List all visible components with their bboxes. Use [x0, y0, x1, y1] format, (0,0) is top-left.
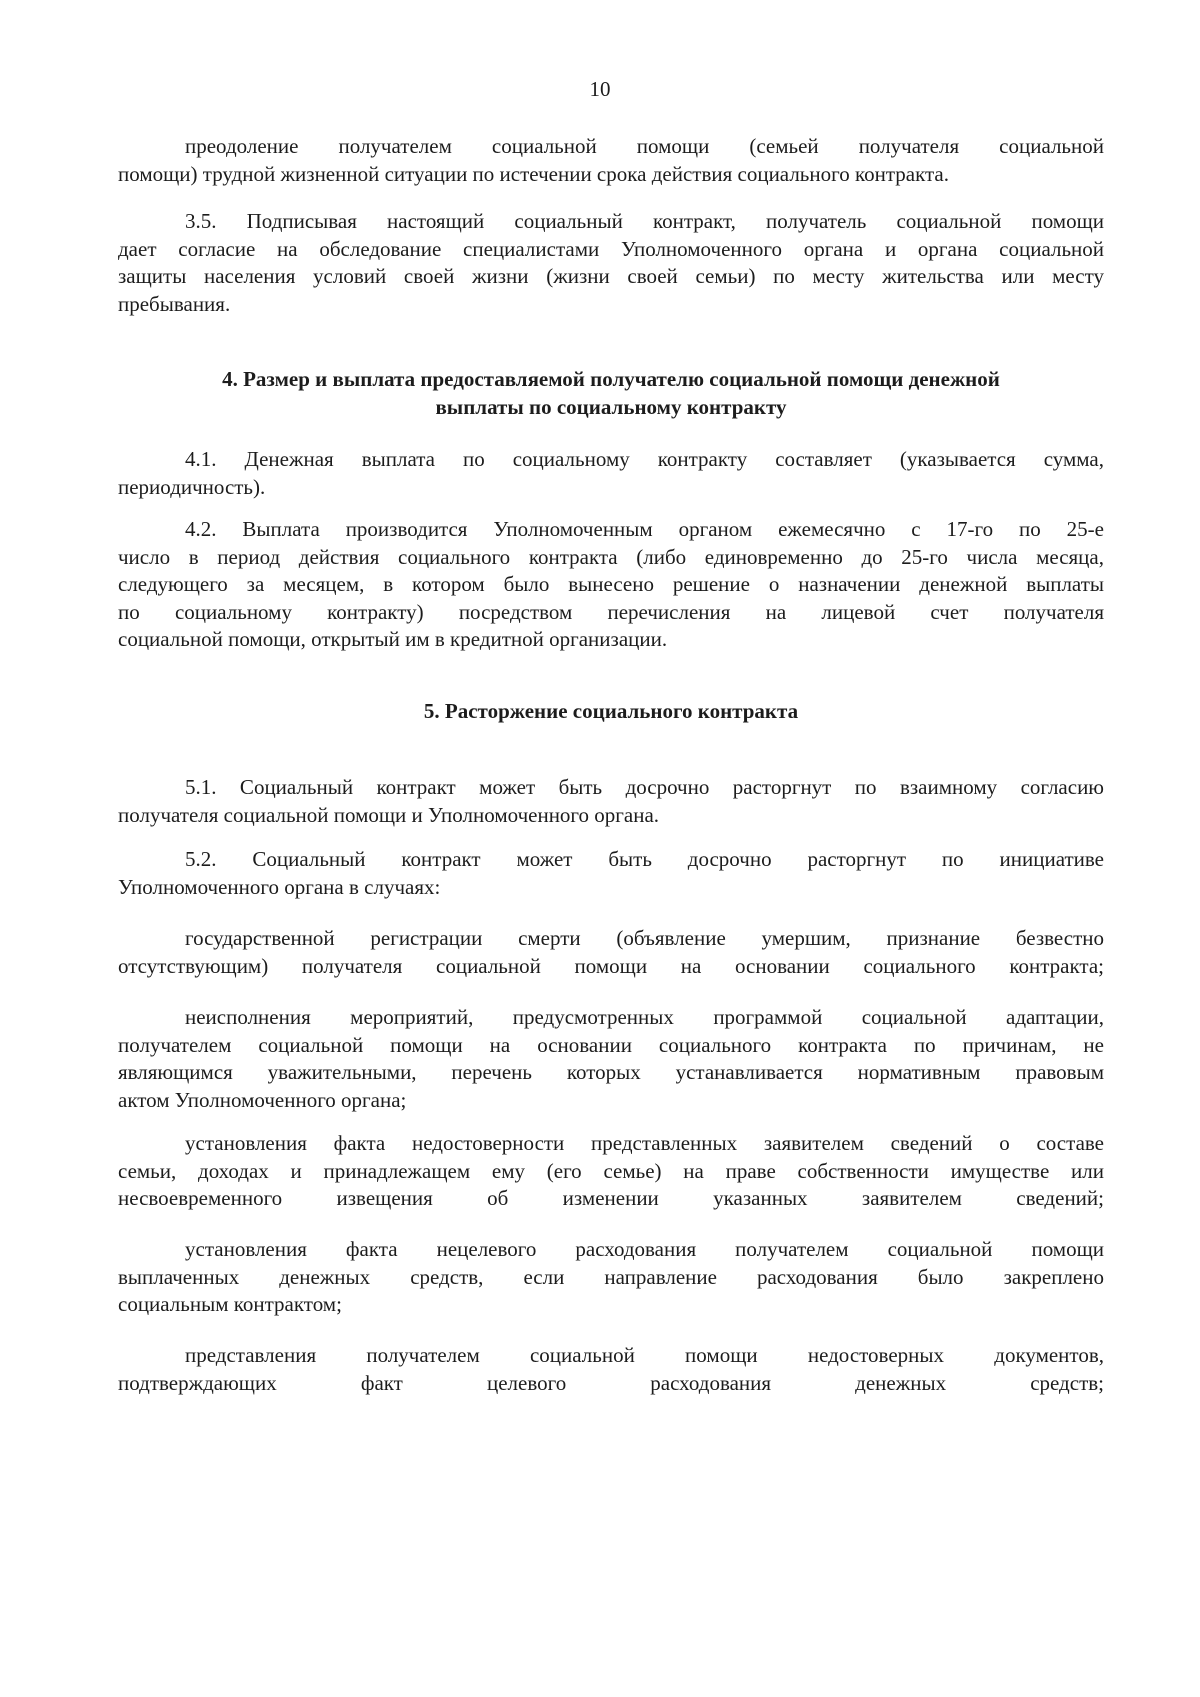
- paragraph-line: получателем социальной помощи на основании социального контракта по причинам, не: [118, 1032, 1104, 1057]
- paragraph-line: по социальному контракту) посредством перечисления на лицевой счет получателя: [118, 599, 1104, 624]
- paragraph-line: преодоление получателем социальной помощи (семьей получателя социальной: [185, 134, 1104, 158]
- paragraph-line: число в период действия социального контракта (либо единовременно до 25-го числа месяца,: [118, 544, 1104, 569]
- paragraph-line: выплаченных денежных средств, если направление расходования было закреплено: [118, 1264, 1104, 1289]
- paragraph-line: следующего за месяцем, в котором было вынесено решение о назначении денежной выплаты: [118, 572, 1104, 596]
- paragraph-line: 5.2. Социальный контракт может быть досрочно расторгнут по инициативе: [185, 847, 1104, 871]
- paragraph-line: 3.5. Подписывая настоящий социальный контракт, получатель социальной помощи: [185, 209, 1104, 233]
- paragraph-line: помощи) трудной жизненной ситуации по истечении срока действия социального контракта.: [118, 161, 950, 186]
- paragraph-line: являющимся уважительными, перечень которых устанавливается нормативным правовым: [118, 1060, 1104, 1084]
- page-number: 10: [589, 77, 611, 101]
- paragraph-line: пребывания.: [118, 291, 231, 316]
- paragraph-line: семьи, доходах и принадлежащем ему (его семье) на праве собственности имуществе или: [118, 1158, 1104, 1183]
- paragraph-line: социальным контрактом;: [118, 1292, 342, 1316]
- paragraph-case-death: [118, 925, 1104, 980]
- paragraph-continuation: [118, 133, 1104, 188]
- paragraph-line: социальной помощи, открытый им в кредитной организации.: [118, 627, 668, 651]
- paragraph-line: дает согласие на обследование специалистами Уполномоченного органа и органа социальной: [118, 236, 1104, 261]
- paragraph-line: защиты населения условий своей жизни (жизни своей семьи) по месту жительства или месту: [118, 264, 1104, 288]
- paragraph-line: подтверждающих факт целевого расходования денежных средств;: [118, 1370, 1104, 1395]
- heading-line: выплаты по социальному контракту: [435, 394, 787, 419]
- heading-line: 4. Размер и выплата предоставляемой получателю социальной помощи денежной: [222, 367, 1000, 391]
- paragraph-line: отсутствующим) получателя социальной помощи на основании социального контракта;: [118, 953, 1104, 978]
- paragraph-line: периодичность).: [118, 474, 266, 499]
- paragraph-line: 4.1. Денежная выплата по социальному контракту составляет (указывается сумма,: [185, 447, 1104, 471]
- paragraph-line: Уполномоченного органа в случаях:: [118, 874, 441, 899]
- paragraph-line: 4.2. Выплата производится Уполномоченным органом ежемесячно с 17-го по 25-е: [185, 517, 1104, 541]
- paragraph-4-2: [118, 516, 1104, 654]
- paragraph-5-2: [118, 846, 1104, 901]
- paragraph-line: несвоевременного извещения об изменении указанных заявителем сведений;: [118, 1186, 1104, 1210]
- paragraph-case-unreliable-info: [118, 1130, 1104, 1213]
- section-5-heading: [118, 698, 1104, 726]
- heading-line: 5. Расторжение социального контракта: [423, 699, 799, 723]
- paragraph-line: актом Уполномоченного органа;: [118, 1087, 407, 1112]
- section-4-heading: [118, 366, 1104, 421]
- paragraph-5-1: [118, 774, 1104, 829]
- paragraph-line: получателя социальной помощи и Уполномоченного органа.: [118, 802, 660, 827]
- paragraph-line: представления получателем социальной помощи недостоверных документов,: [185, 1343, 1104, 1367]
- paragraph-case-misuse: [118, 1236, 1104, 1319]
- paragraph-3-5: [118, 208, 1104, 318]
- paragraph-4-1: [118, 446, 1104, 501]
- paragraph-line: государственной регистрации смерти (объявление умершим, признание безвестно: [185, 926, 1104, 950]
- paragraph-line: установления факта недостоверности представленных заявителем сведений о составе: [185, 1131, 1104, 1155]
- paragraph-case-false-documents: [118, 1342, 1104, 1397]
- paragraph-line: неисполнения мероприятий, предусмотренных программой социальной адаптации,: [185, 1005, 1104, 1029]
- paragraph-line: 5.1. Социальный контракт может быть досрочно расторгнут по взаимному согласию: [185, 775, 1104, 799]
- paragraph-line: установления факта нецелевого расходования получателем социальной помощи: [185, 1237, 1104, 1261]
- paragraph-case-nonfulfilment: [118, 1004, 1104, 1114]
